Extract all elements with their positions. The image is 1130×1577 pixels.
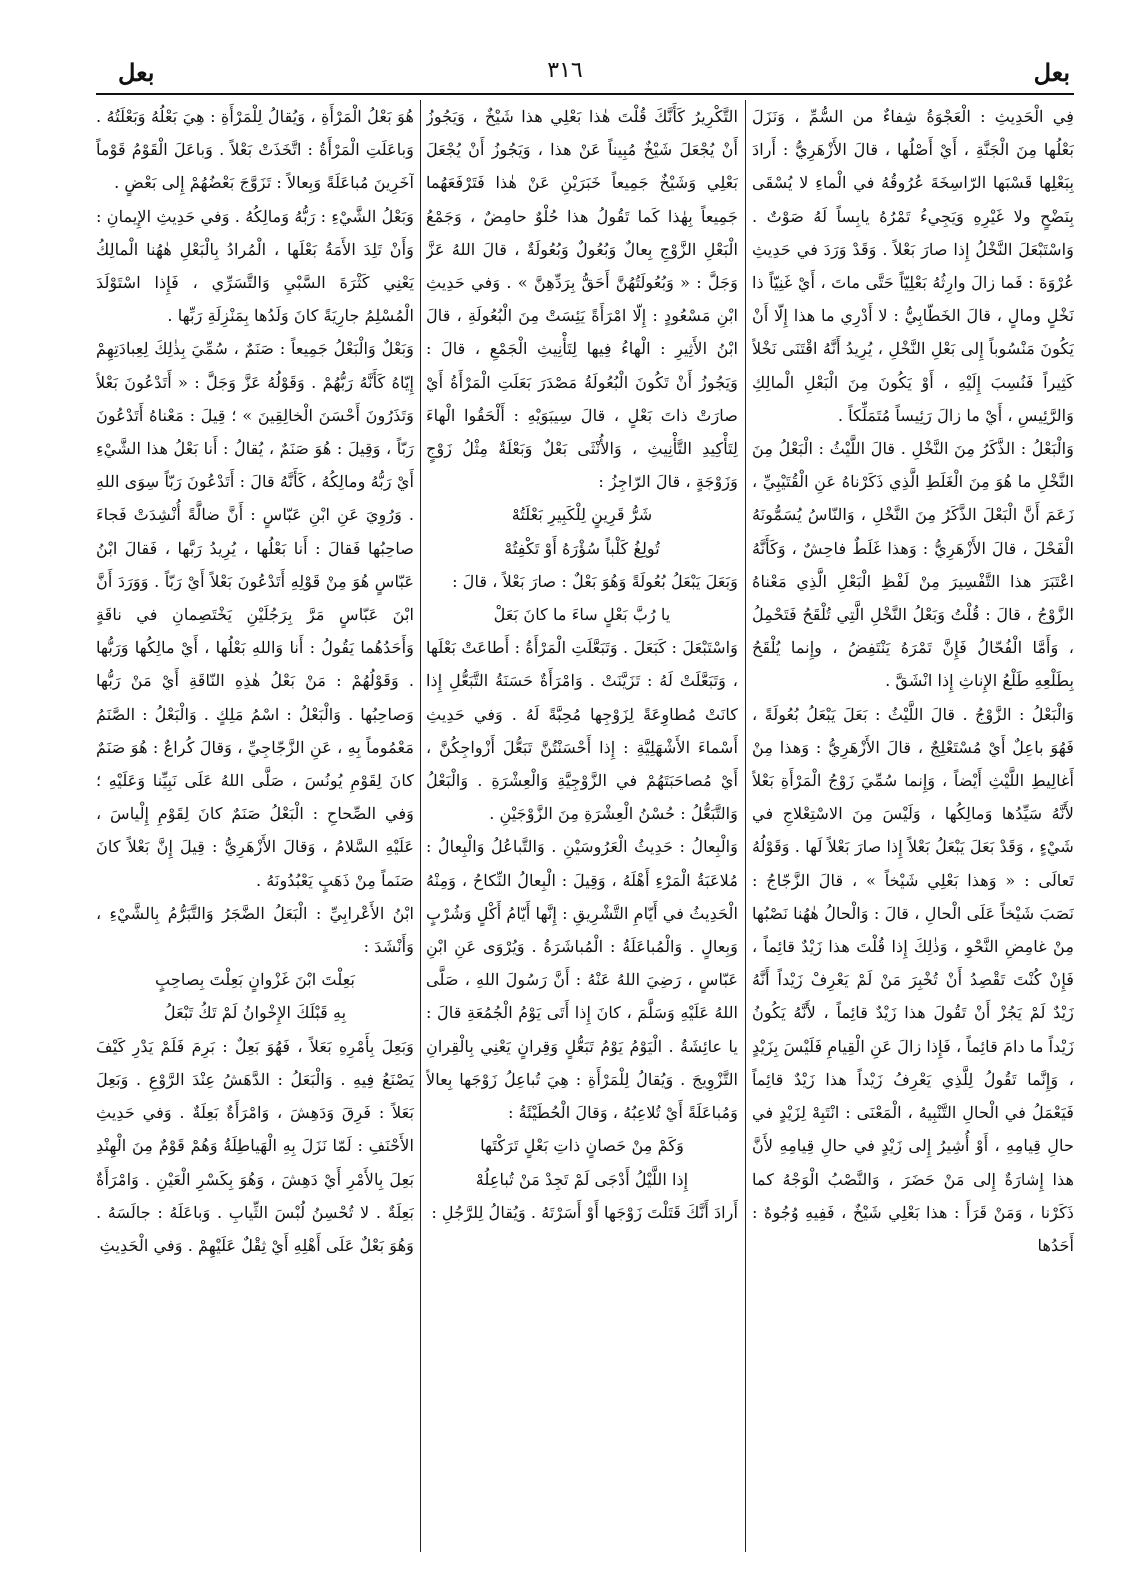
entry-paragraph: أَرادَ أَنَّكَ قَتَلْتَ زَوْجَها أَوْ أَسَرْتَهُ . وَيُقالُ لِلرَّجُلِ : — [431, 1202, 738, 1222]
entry-paragraph: هُوَ بَعْلُ الْمَرْأَةِ ، وَيُقالُ لِلْمَرْأَةِ : هِيَ بَعْلُهُ وَبَعْلَتُهُ . وَباعَلَتِ الْمَرْأَةُ : اتَّخَذَتْ بَعْلاً . وَباعَلَ الْقَوْمُ قَوْماً آخَرِينَ مُباعَلَةً وَبِعالاً : تَزَوَّجَ بَعْضُهُمْ إِلى بَعْضٍ . — [96, 107, 414, 193]
headword-left: بعل — [118, 58, 155, 87]
entry-paragraph: وَبَعْلٌ وَالْبَعْلُ جَمِيعاً : صَنَمٌ ، سُمِّيَ بِذٰلِكَ لِعِبادَتِهِمْ إِيّاهُ كَأَنَّهُ رَبُّهُمْ . وَقَوْلُهُ عَزَّ وَجَلَّ : « أَتَدْعُونَ بَعْلاً وَتَذَرُونَ أَحْسَنَ الْخالِقِينَ » ؛ قِيلَ : مَعْناهُ أَتَدْعُونَ رَبّاً ، وَقِيلَ : هُوَ صَنَمٌ ، يُقالُ : أَنا بَعْلُ هذا الشَّيْءِ أَيْ رَبُّهُ ومالِكُهُ ، كَأَنَّهُ قالَ : أَتَدْعُونَ رَبّاً سِوَى اللهِ . وَرُوِيَ عَنِ ابْنِ عَبّاسٍ : أَنَّ ضالَّةً أُنْشِدَتْ فَجاءَ صاحِبُها فَقالَ : أَنا بَعْلُها ، يُرِيدُ رَبَّها ، فَقالَ ابْنُ عَبّاسٍ هُوَ مِنْ قَوْلِهِ أَتَدْعُونَ بَعْلاً أَيْ رَبّاً . وَوَرَدَ أَنَّ ابْنَ عَبّاسٍ مَرَّ بِرَجُلَيْنِ يَخْتَصِمانِ في ناقَةٍ وَأَحَدُهُما يَقُولُ : أَنا وَاللهِ بَعْلُها ، أَيْ مالِكُها وَرَبُّها . وَقَوْلُهُمْ : مَنْ بَعْلُ هٰذِهِ النّاقَةِ أَيْ مَنْ رَبُّها وَصاحِبُها . وَالْبَعْلُ : اسْمُ مَلِكٍ . وَالْبَعْلُ : الصَّنَمُ مَعْمُوماً بِهِ ، عَنِ الزَّجّاجِيِّ ، وَقالَ كُراعٌ : هُوَ صَنَمٌ كانَ لِقَوْمِ يُونُسَ ، صَلَّى اللهُ عَلَى نَبِيِّنا وَعَلَيْهِ ؛ وَفي الصِّحاحِ : الْبَعْلُ صَنَمٌ كانَ لِقَوْمِ إِلْياسَ ، عَلَيْهِ السَّلامُ ، وَقالَ الأَزْهَرِيُّ : قِيلَ إِنَّ بَعْلاً كانَ صَنَماً مِنْ ذَهَبٍ يَعْبُدُونَهُ . — [96, 339, 414, 890]
verse-line: وَكَمْ مِنْ حَصانٍ ذاتِ بَعْلٍ تَرَكْتَها — [480, 1136, 684, 1156]
column-middle — [426, 100, 738, 1555]
entry-paragraph: وَاسْتَبْعَلَ : كَبَعَلَ . وَتَبَعَّلَتِ الْمَرْأَةُ : أَطاعَتْ بَعْلَها ، وَتَبَعَّلَتْ لَهُ : تَزَيَّنَتْ . وَامْرَأَةٌ حَسَنَةُ التَّبَعُّلِ إِذا كانَتْ مُطاوِعَةً لِزَوْجِها مُحِبَّةً لَهُ . وَفي حَدِيثِ أَسْماءَ الأَشْهَلِيَّةِ : إِذا أَحْسَنْتُنَّ تَبَعُّلَ أَزْواجِكُنَّ ، أَيْ مُصاحَبَتَهُمْ في الزَّوْجِيَّةِ وَالْعِشْرَةِ . وَالْبَعْلُ وَالتَّبَعُّلُ : حُسْنُ الْعِشْرَةِ مِنَ الزَّوْجَيْنِ . — [426, 638, 738, 824]
column-left — [96, 100, 414, 1555]
entry-paragraph: وَبَعِلَ بِأَمْرِهِ بَعَلاً ، فَهُوَ بَعِلٌ : بَرِمَ فَلَمْ يَدْرِ كَيْفَ يَصْنَعُ فِيهِ . وَالْبَعَلُ : الدَّهَشُ عِنْدَ الرَّوْعِ . وَبَعِلَ بَعَلاً : فَرِقَ وَدَهِشَ ، وَامْرَأَةٌ بَعِلَةٌ . وَفي حَدِيثِ الأَحْنَفِ : لَمّا نَزَلَ بِهِ الْهَياطِلَةُ وَهُمْ قَوْمٌ مِنَ الْهِنْدِ بَعِلَ بِالأَمْرِ أَيْ دَهِشَ ، وَهُوَ بِكَسْرِ الْعَيْنِ . وَامْرَأَةٌ بَعِلَةٌ . لا تُحْسِنُ لُبْسَ الثِّيابِ . وَباعَلَهُ : جالَسَهُ . وَهُوَ بَعْلٌ عَلَى أَهْلِهِ أَيْ ثِقْلٌ عَلَيْهِمْ . وَفي الْحَدِيثِ — [96, 1036, 414, 1255]
entry-paragraph: وَالْبَعْلُ : الذَّكَرُ مِنَ النَّخْلِ . قالَ اللَّيْثُ : الْبَعْلُ مِنَ النَّخْلِ ما هُوَ مِنَ الْغَلَطِ الَّذِي ذَكَرْناهُ عَنِ الْقُتَيْبِيِّ ، زَعَمَ أَنَّ الْبَعْلَ الذَّكَرُ مِنَ النَّخْلِ ، وَالنّاسُ يُسَمُّونَهُ الْفَحْلَ ، قالَ الأَزْهَرِيُّ : وَهذا غَلَطٌ فاحِشٌ ، وَكَأَنَّهُ اعْتَبَرَ هذا التَّفْسِيرَ مِنْ لَفْظِ الْبَعْلِ الَّذِي مَعْناهُ الزَّوْجُ ، قالَ : قُلْتُ وَبَعْلُ النَّخْلِ الَّتِي تُلْقَحُ فَتَحْمِلُ ، وَأَمَّا الْفُحّالُ فَإِنَّ تَمْرَهُ يَنْتَفِضُ ، وإِنما يُلْقَحُ بِطَلْعِهِ طَلْعُ الإِناثِ إِذا انْشَقَّ . — [752, 439, 1074, 691]
headword-right: بعل — [1033, 58, 1070, 87]
entry-paragraph: ابْنُ الأَعْرابِيِّ : الْبَعَلُ الضَّجَرُ وَالتَّبَرُّمُ بِالشَّيْءِ ، وَأَنْشَدَ : — [96, 903, 414, 957]
entry-paragraph: وَبَعَلَ يَبْعَلُ بُعُولَةً وَهُوَ بَعْلٌ : صارَ بَعْلاً ، قالَ : — [452, 571, 738, 591]
verse-line: تُولِغُ كَلْباً سُؤْرَهُ أَوْ تَكْفِتُهْ — [504, 538, 660, 558]
entry-paragraph: وَالْبَعْلُ : الزَّوْجُ . قالَ اللَّيْثُ : بَعَلَ يَبْعَلُ بُعُولَةً ، فَهُوَ باعِلٌ أَيْ مُسْتَعْلِجٌ ، قالَ الأَزْهَرِيُّ : وَهذا مِنْ أَغالِيطِ اللَّيْثِ أَيْضاً ، وَإِنما سُمِّيَ زَوْجُ الْمَرْأَةِ بَعْلاً لأَنَّهُ سَيِّدُها وَمالِكُها ، وَلَيْسَ مِنَ الاسْتِعْلاجِ في شَيْءٍ ، وَقَدْ بَعَلَ يَبْعَلُ بَعْلاً إِذا صارَ بَعْلاً لَها . وَقَوْلُهُ تَعالَى : « وَهذا بَعْلِي شَيْخاً » ، قالَ الزَّجّاجُ : نَصَبَ شَيْخاً عَلَى الْحالِ ، قالَ : وَالْحالُ هٰهُنا نَصْبُها مِنْ غامِضِ النَّحْوِ ، وَذٰلِكَ إِذا قُلْتَ هذا زَيْدٌ قائِماً ، فَإِنْ كُنْتَ تَقْصِدُ أَنْ تُخْبِرَ مَنْ لَمْ يَعْرِفْ زَيْداً أَنَّهُ زَيْدٌ لَمْ يَجُزْ أَنْ تَقُولَ هذا زَيْدٌ قائِماً ، لأَنَّهُ يَكُونُ زَيْداً ما دامَ قائِماً ، فَإِذا زالَ عَنِ الْقِيامِ فَلَيْسَ بِزَيْدٍ ، وَإِنَّما تَقُولُ لِلَّذِي يَعْرِفُ زَيْداً هذا زَيْدٌ قائِماً فَيَعْمَلُ في الْحالِ التَّنْبِيهُ ، الْمَعْنَى : انْتَبِهْ لِزَيْدٍ في حالِ قِيامِهِ ، أَوْ أُشِيرُ إِلى زَيْدٍ في حالِ قِيامِهِ لأَنَّ هذا إِشارَةٌ إِلى مَنْ حَضَرَ ، وَالنَّصْبُ الْوَجْهُ كما ذَكَرْنا ، وَمَنْ قَرَأَ : هذا بَعْلِي شَيْخٌ ، فَفِيهِ وُجُوهٌ : أَحَدُها — [752, 704, 1074, 1255]
entry-paragraph: وَبَعْلُ الشَّيْءِ : رَبُّهُ وَمالِكُهُ . وَفي حَدِيثِ الإِيمانِ : وَأَنْ تَلِدَ الأَمَةُ بَعْلَها ، الْمُرادُ بِالْبَعْلِ هٰهُنا الْمالِكُ يَعْنِي كَثْرَةَ السَّبْيِ وَالتَّسَرِّي ، فَإِذا اسْتَوْلَدَ الْمُسْلِمُ جارِيَةً كانَ وَلَدُها بِمَنْزِلَةِ رَبِّها . — [96, 206, 414, 326]
page-number: ٣١٦ — [547, 58, 583, 83]
column-separator-2 — [420, 100, 421, 1552]
entry-paragraph: وَالْبِعالُ : حَدِيثُ الْعَرُوسَيْنِ . وَالتَّباعُلُ وَالْبِعالُ : مُلاعَبَةُ الْمَرْءِ أَهْلَهُ ، وَقِيلَ : الْبِعالُ النِّكاحُ ، وَمِنْهُ الْحَدِيثُ في أَيّامِ التَّشْرِيقِ : إِنَّها أَيّامُ أَكْلٍ وَشُرْبٍ وَبِعالٍ . وَالْمُباعَلَةُ : الْمُباشَرَةُ . وَيُرْوَى عَنِ ابْنِ عَبّاسٍ ، رَضِيَ اللهُ عَنْهُ : أَنَّ رَسُولَ اللهِ ، صَلَّى اللهُ عَلَيْهِ وَسَلَّمَ ، كانَ إِذا أَتَى يَوْمُ الْجُمُعَةِ قالَ : يا عائِشَةُ . الْيَوْمُ يَوْمُ تَبَعُّلٍ وَقِرانٍ يَعْنِي بِالْقِرانِ التَّزْوِيجَ . وَيُقالُ لِلْمَرْأَةِ : هِيَ تُباعِلُ زَوْجَها بِعالاً وَمُباعَلَةً أَيْ تُلاعِبُهُ ، وَقالَ الْحُطَيْئَةُ : — [426, 837, 738, 1123]
entry-paragraph: التَّكْرِيرُ كَأَنَّكَ قُلْتَ هٰذا بَعْلِي هذا شَيْخٌ ، وَيَجُوزُ أَنْ يُجْعَلَ شَيْخٌ مُبِيناً عَنْ هذا ، وَيَجُوزُ أَنْ يُجْعَلَ بَعْلِي وَشَيْخٌ جَمِيعاً خَبَرَيْنِ عَنْ هٰذا فَتَرْفَعَهُما جَمِيعاً بِهٰذا كَما تَقُولُ هذا حُلْوٌ حامِضٌ ، وَجَمْعُ الْبَعْلِ الزَّوْجِ بِعالٌ وَبُعُولٌ وَبُعُولَةٌ ، قالَ اللهُ عَزَّ وَجَلَّ : « وَبُعُولَتُهُنَّ أَحَقُّ بِرَدِّهِنَّ » . وَفي حَدِيثِ ابْنِ مَسْعُودٍ : إِلّا امْرَأَةً يَئِسَتْ مِنَ الْبُعُولَةِ ، قالَ ابْنُ الأَثِيرِ : الْهاءُ فِيها لِتَأْنِيثِ الْجَمْعِ ، قالَ : وَيَجُوزُ أَنْ تَكُونَ الْبُعُولَةُ مَصْدَرَ بَعَلَتِ الْمَرْأَةُ أَيْ صارَتْ ذاتَ بَعْلٍ ، قالَ سِيبَوَيْهِ : أَلْحَقُوا الْهاءَ لِتَأْكِيدِ التَّأْنِيثِ ، وَالأُنْثَى بَعْلٌ وَبَعْلَةٌ مِثْلُ زَوْجٍ وَزَوْجَةٍ ، قالَ الرّاجِزُ : — [426, 107, 738, 492]
verse-line: بِهِ قَبْلَكَ الإِخْوانُ لَمْ تَكُ تَبْعَلُ — [163, 1003, 347, 1023]
verse-line: يا رُبَّ بَعْلٍ ساءَ ما كانَ بَعَلْ — [493, 605, 671, 625]
verse-line: إِذا اللَّيْلُ أَدْجَى لَمْ تَجِدْ مَنْ تُباعِلُهْ — [475, 1169, 689, 1189]
verse-line: بَعِلْتَ ابْنَ غَزْوانٍ بَعِلْتَ بِصاحِبٍ — [154, 970, 356, 990]
column-right — [752, 100, 1074, 1555]
verse-line: شَرُّ قَرِينٍ لِلْكَبِيرِ بَعْلَتُهْ — [511, 505, 653, 525]
header-rule — [96, 93, 1074, 95]
entry-paragraph: فِي الْحَدِيثِ : الْعَجْوَةُ شِفاءٌ من السُّمِّ ، وَنَزَلَ بَعْلُها مِنَ الْجَنَّةِ ، أَيْ أَصْلُها ، قالَ الأَزْهَرِيُّ : أَرادَ بِبَعْلِها قَسْبَها الرّاسِخَةَ عُرُوقُهُ في الْماءِ لا يُسْقَى بِنَضْحٍ ولا غَيْرِهِ وَيَجِيءُ تَمْرُهُ يابِساً لَهُ صَوْتٌ . وَاسْتَبْعَلَ النَّخْلُ إِذا صارَ بَعْلاً . وَقَدْ وَرَدَ في حَدِيثِ عُرْوَةَ : فَما زالَ وارِثُهُ بَعْلِيّاً حَتَّى ماتَ ، أَيْ غَنِيّاً ذا نَخْلٍ ومالٍ ، قالَ الخَطّابِيُّ : لا أَدْرِي ما هذا إِلّا أَنْ يَكُونَ مَنْسُوباً إِلى بَعْلِ النَّخْلِ ، يُرِيدُ أَنَّهُ اقْتَنَى نَخْلاً كَثِيراً فَنُسِبَ إِلَيْهِ ، أَوْ يَكُونَ مِنَ الْبَعْلِ الْمالِكِ وَالرَّئِيسِ ، أَيْ ما زالَ رَئِيساً مُتَمَلِّكاً . — [752, 107, 1074, 425]
column-separator-1 — [745, 100, 746, 1552]
